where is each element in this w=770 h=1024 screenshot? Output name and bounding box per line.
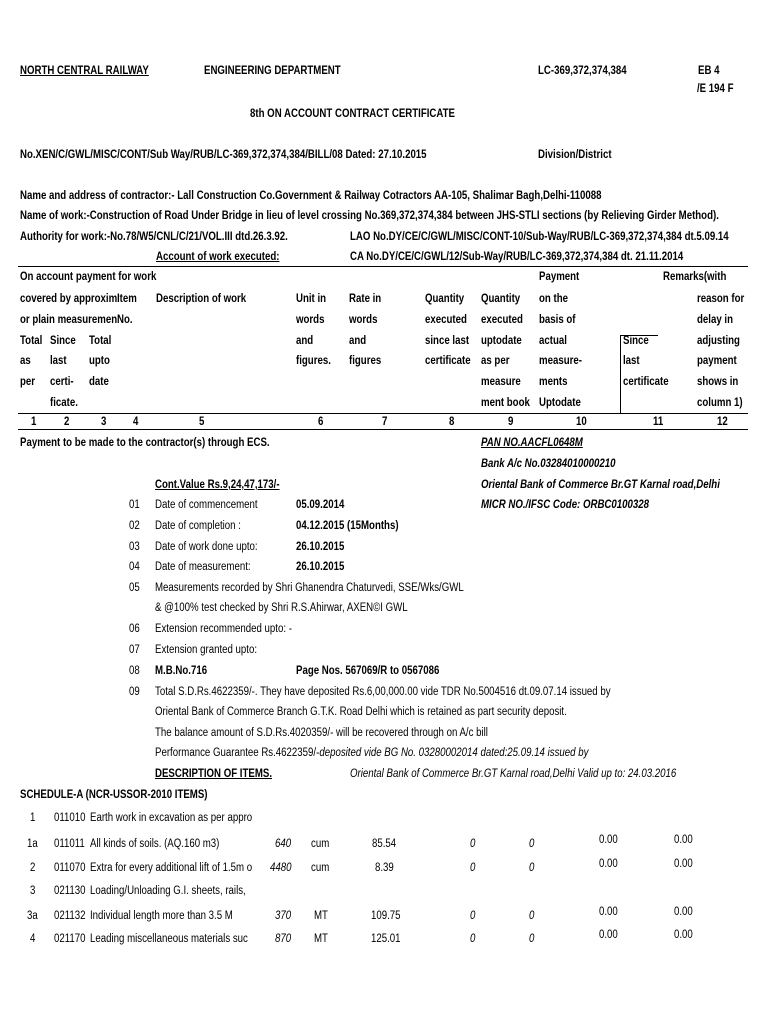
item-sn: 1a — [27, 838, 38, 850]
th-qty1-a: Quantity — [425, 293, 465, 305]
th-qty2-b: executed — [481, 314, 523, 326]
particular-no: 01 — [129, 499, 140, 511]
th-rem-d: adjusting — [697, 335, 740, 347]
contractor-details: Name and address of contractor:- Lall Construction Co.Government & Railway Cotractors AA-105, Shalimar Bagh,Delhi-110088 — [20, 190, 602, 202]
schedule-title: SCHEDULE-A (NCR-USSOR-2010 ITEMS) — [20, 789, 208, 801]
page-numbers: Page Nos. 567069/R to 0567086 — [296, 665, 440, 677]
particular-no: 05 — [129, 582, 140, 594]
particular-no: 03 — [129, 541, 140, 553]
th-covered-by: covered by approxim — [20, 293, 118, 305]
th-qty2-a: Quantity — [481, 293, 521, 305]
item-sn: 1 — [30, 812, 36, 824]
department-name: ENGINEERING DEPARTMENT — [204, 65, 341, 77]
bank-name: Oriental Bank of Commerce Br.GT Karnal road,Delhi — [481, 479, 720, 491]
performance-guarantee — [155, 746, 588, 760]
item-rate: 8.39 — [375, 862, 394, 874]
particular-no: 04 — [129, 561, 140, 573]
security-line-3: The balance amount of S.D.Rs.4020359/- will be recovered through on A/c bill — [155, 727, 488, 739]
item-rate: 109.75 — [371, 910, 401, 922]
item-p1: 0.00 — [599, 906, 618, 918]
item-qty: 4480 — [270, 862, 292, 874]
item-unit: MT — [314, 933, 328, 945]
work-name: Name of work:-Construction of Road Under Bridge in lieu of level crossing No.369,372,374,384 between JHS-STLI sections (by Relieving Girder Method). — [20, 210, 719, 222]
particular-value: 04.12.2015 (15Months) — [296, 520, 399, 532]
col-number: 2 — [64, 416, 70, 428]
item-desc: Loading/Unloading G.I. sheets, rails, — [90, 885, 246, 897]
railway-name: NORTH CENTRAL RAILWAY — [20, 65, 149, 77]
item-unit: MT — [314, 910, 328, 922]
particular-no: 02 — [129, 520, 140, 532]
bill-number: No.XEN/C/GWL/MISC/CONT/Sub Way/RUB/LC-369,372,374,384/BILL/08 Dated: 27.10.2015 — [20, 149, 427, 161]
th-qty1-c: since last — [425, 335, 470, 347]
th-since-a: Since — [623, 335, 649, 347]
item-p1: 0.00 — [599, 834, 618, 846]
col-number: 11 — [653, 416, 664, 428]
micr-code: MICR NO./IFSC Code: ORBC0100328 — [481, 499, 650, 511]
th-qty2-d: as per — [481, 355, 510, 367]
th-pay-g: Uptodate — [539, 397, 581, 409]
th-figures: figures. — [296, 355, 331, 367]
certificate-title: 8th ON ACCOUNT CONTRACT CERTIFICATE — [250, 108, 455, 120]
th-since: Since — [50, 335, 76, 347]
lao-number: LAO No.DY/CE/C/GWL/MISC/CONT-10/Sub-Way/RUB/LC-369,372,374,384 dt.5.09.14 — [350, 231, 729, 243]
th-description: Description of work — [156, 293, 247, 305]
security-no: 09 — [129, 686, 140, 698]
lc-reference: LC-369,372,374,384 — [538, 65, 627, 77]
th-date: date — [89, 376, 109, 388]
th-pay-e: measure- — [539, 355, 582, 367]
th-rem-f: shows in — [697, 376, 739, 388]
particular-label: Extension recommended upto: - — [155, 623, 292, 635]
col-number: 12 — [717, 416, 728, 428]
ca-number: CA No.DY/CE/C/GWL/12/Sub-Way/RUB/LC-369,372,374,384 dt. 21.11.2014 — [350, 251, 684, 263]
th-pay-b: on the — [539, 293, 568, 305]
security-line-2: Oriental Bank of Commerce Branch G.T.K. Road Delhi which is retained as part security deposit. — [155, 706, 567, 718]
th-qty2-f: ment book — [481, 397, 530, 409]
th-rate-figures: figures — [349, 355, 382, 367]
th-qty2-e: measure — [481, 376, 521, 388]
item-q1: 0 — [470, 838, 476, 850]
item-p1: 0.00 — [599, 858, 618, 870]
item-rate: 125.01 — [371, 933, 401, 945]
security-line-1: Total S.D.Rs.4622359/-. They have deposited Rs.6,00,000.00 vide TDR No.5004516 dt.09.07.14 issued by — [155, 686, 611, 698]
th-qty2-c: uptodate — [481, 335, 522, 347]
th-last: last — [50, 355, 67, 367]
th-upto: upto — [89, 355, 110, 367]
item-rate: 85.54 — [372, 838, 397, 850]
th-pay-d: actual — [539, 335, 567, 347]
item-sn: 3 — [30, 885, 36, 897]
item-sn: 2 — [30, 862, 36, 874]
item-code: 021170 — [54, 933, 86, 945]
item-q1: 0 — [470, 933, 476, 945]
pg-amount: Performance Guarantee Rs.4622359/- — [155, 747, 320, 759]
th-unit-in: Unit in — [296, 293, 327, 305]
th-rate-in: Rate in — [349, 293, 382, 305]
th-rate-and: and — [349, 335, 367, 347]
th-qty1-b: executed — [425, 314, 467, 326]
item-qty: 640 — [275, 838, 292, 850]
col-number: 7 — [382, 416, 388, 428]
item-code: 011011 — [54, 838, 85, 850]
ecs-payment-note: Payment to be made to the contractor(s) through ECS. — [20, 437, 270, 449]
th-words: words — [296, 314, 325, 326]
col-number: 4 — [133, 416, 139, 428]
particular-no: 07 — [129, 644, 140, 656]
item-desc: Individual length more than 3.5 M — [90, 910, 233, 922]
col-number: 1 — [31, 416, 37, 428]
since-last-divider — [620, 335, 621, 413]
particular-label: Measurements recorded by Shri Ghanendra Chaturvedi, SSE/Wks/GWL — [155, 582, 464, 594]
header-bottom-rule — [18, 429, 748, 430]
th-rate-words: words — [349, 314, 378, 326]
col-number: 5 — [199, 416, 205, 428]
th-and: and — [296, 335, 314, 347]
item-q2: 0 — [529, 910, 535, 922]
item-desc: All kinds of soils. (AQ.160 m3) — [90, 838, 220, 850]
particular-label: Date of commencement — [155, 499, 258, 511]
table-top-rule — [18, 266, 748, 267]
th-total2: Total — [89, 335, 112, 347]
th-rem-a: Remarks(with — [663, 271, 727, 283]
item-code: 011010 — [54, 812, 86, 824]
particular-label: Date of work done upto: — [155, 541, 258, 553]
description-of-items: DESCRIPTION OF ITEMS. — [155, 768, 273, 780]
form-number: /E 194 F — [697, 83, 734, 95]
th-pay-a: Payment — [539, 271, 580, 283]
col-number: 6 — [318, 416, 324, 428]
item-unit: cum — [311, 862, 330, 874]
col-number: 10 — [576, 416, 587, 428]
division-label: Division/District — [538, 149, 612, 161]
item-code: 011070 — [54, 862, 86, 874]
particular-value: 26.10.2015 — [296, 541, 345, 553]
th-pay-c: basis of — [539, 314, 576, 326]
bank-account: Bank A/c No.03284010000210 — [481, 458, 616, 470]
item-qty: 370 — [275, 910, 292, 922]
th-as: as — [20, 355, 31, 367]
th-rem-e: payment — [697, 355, 737, 367]
account-label: Account of work executed: — [156, 251, 280, 263]
item-q2: 0 — [529, 862, 535, 874]
item-unit: cum — [311, 838, 330, 850]
th-on-account: On account payment for work — [20, 271, 157, 283]
th-since-c: certificate — [623, 376, 669, 388]
particular-label: & @100% test checked by Shri R.S.Ahirwar, AXEN©I GWL — [155, 602, 408, 614]
authority-for-work: Authority for work:-No.78/W5/CNL/C/21/VOL.III dtd.26.3.92. — [20, 231, 288, 243]
th-rem-b: reason for — [697, 293, 745, 305]
item-sn: 4 — [30, 933, 36, 945]
item-q2: 0 — [529, 933, 535, 945]
th-or-plain: or plain measuremen — [20, 314, 118, 326]
particular-no: 06 — [129, 623, 140, 635]
particular-value: 05.09.2014 — [296, 499, 345, 511]
item-p1: 0.00 — [599, 929, 618, 941]
item-code: 021130 — [54, 885, 86, 897]
col-number: 9 — [508, 416, 514, 428]
th-rem-g: column 1) — [697, 397, 743, 409]
particular-label: Extension granted upto: — [155, 644, 258, 656]
th-rem-c: delay in — [697, 314, 733, 326]
item-p2: 0.00 — [674, 858, 693, 870]
col-number: 3 — [101, 416, 107, 428]
item-desc: Earth work in excavation as per appro — [90, 812, 253, 824]
item-desc: Extra for every additional lift of 1.5m o — [90, 862, 253, 874]
mb-number: M.B.No.716 — [155, 665, 208, 677]
th-pay-f: ments — [539, 376, 568, 388]
item-q1: 0 — [470, 910, 476, 922]
th-per: per — [20, 376, 36, 388]
particular-no: 08 — [129, 665, 140, 677]
pg-bg-number: deposited vide BG No. 03280002014 dated:25.09.14 issued by — [319, 747, 589, 759]
item-q2: 0 — [529, 838, 535, 850]
header-number-rule — [18, 413, 748, 414]
th-no: No. — [117, 314, 133, 326]
particular-label: Date of completion : — [155, 520, 241, 532]
item-q1: 0 — [470, 862, 476, 874]
item-code: 021132 — [54, 910, 86, 922]
contract-value: Cont.Value Rs.9,24,47,173/- — [155, 479, 280, 491]
pan-number: PAN NO.AACFL0648M — [481, 437, 583, 449]
th-item: Item — [117, 293, 137, 305]
th-qty1-d: certificate — [425, 355, 471, 367]
particular-label: Date of measurement: — [155, 561, 251, 573]
item-qty: 870 — [275, 933, 292, 945]
bg-bank-validity: Oriental Bank of Commerce Br.GT Karnal road,Delhi Valid up to: 24.03.2016 — [350, 768, 677, 780]
form-eb: EB 4 — [698, 65, 720, 77]
particular-value: 26.10.2015 — [296, 561, 345, 573]
item-p2: 0.00 — [674, 906, 693, 918]
item-p2: 0.00 — [674, 929, 693, 941]
th-certi: certi- — [50, 376, 74, 388]
item-desc: Leading miscellaneous materials suc — [90, 933, 248, 945]
item-p2: 0.00 — [674, 834, 693, 846]
th-total: Total — [20, 335, 43, 347]
th-ficate: ficate. — [50, 397, 78, 409]
th-since-b: last — [623, 355, 640, 367]
col-number: 8 — [449, 416, 455, 428]
item-sn: 3a — [27, 910, 38, 922]
page-cutoff — [0, 952, 770, 1024]
